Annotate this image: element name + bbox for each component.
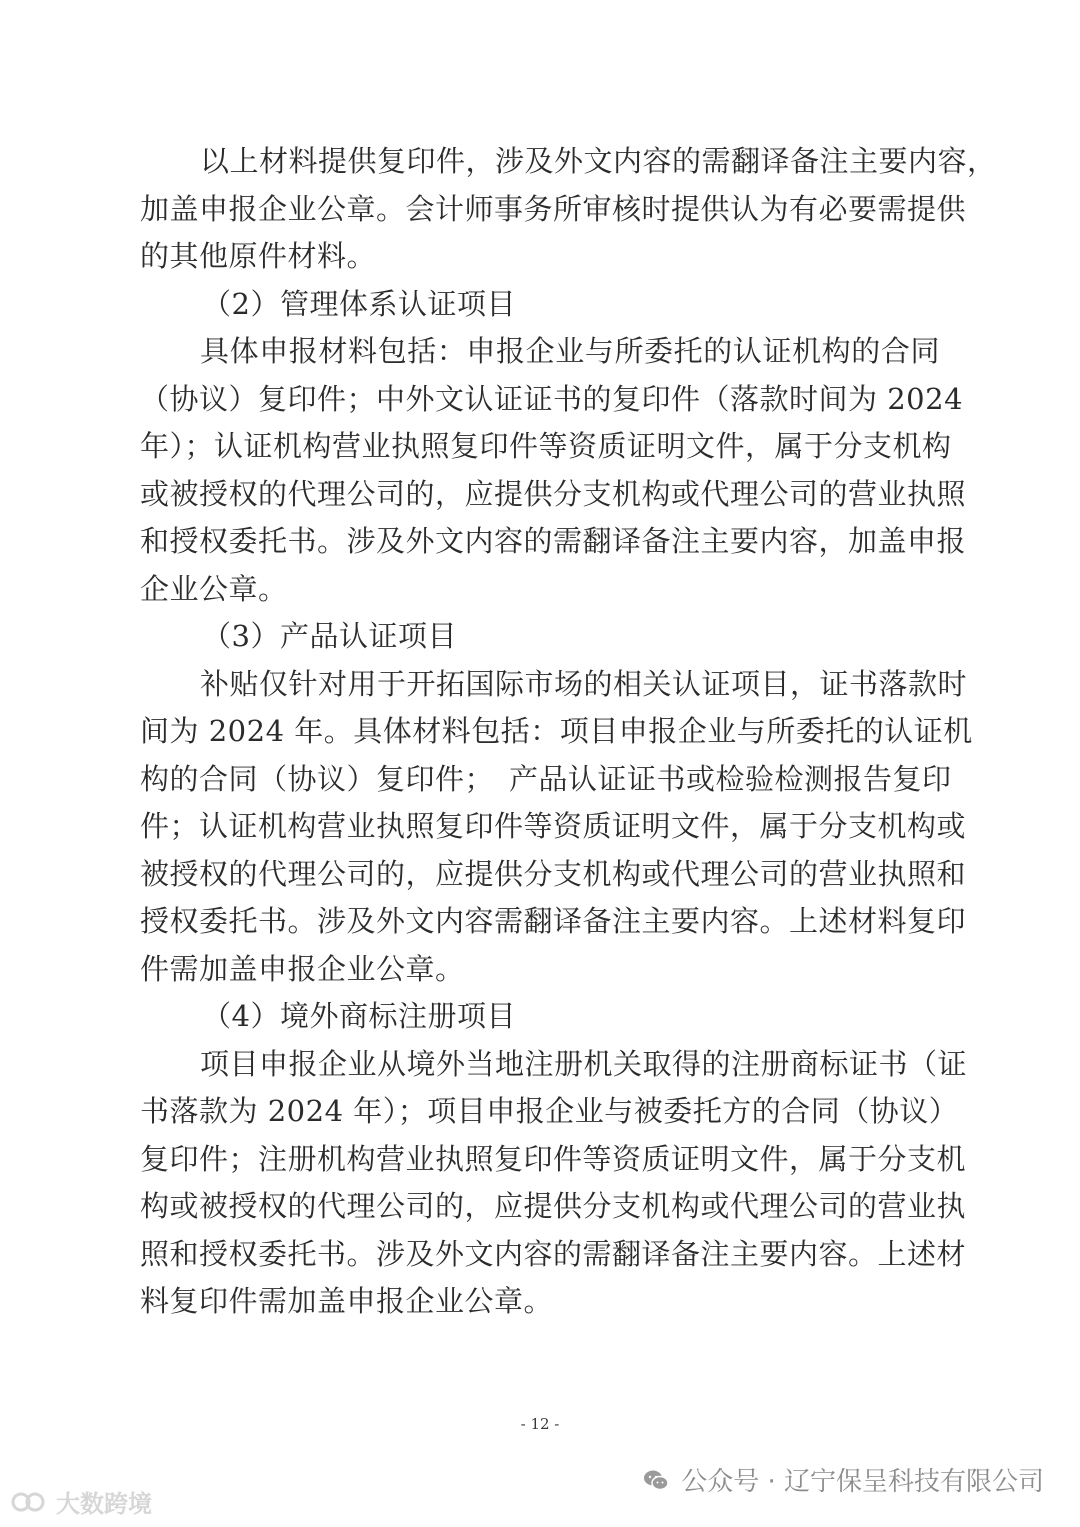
watermark [10,1484,152,1519]
section-heading: （2）管理体系认证项目 [202,286,516,321]
paragraph-line: 书落款为 2024 年）；项目申报企业与被委托方的合同（协议） [140,1094,959,1128]
paragraph-line: 和授权委托书。涉及外文内容的需翻译备注主要内容，加盖申报 [140,524,967,558]
wechat-account-text: 公众号 · 辽宁保呈科技有限公司 [681,1467,1044,1497]
paragraph-line: 构的合同（协议）复印件； 产品认证证书或检验检测报告复印 [140,761,952,796]
paragraph-line: 项目申报企业从境外当地注册机关取得的注册商标证书（证 [200,1046,968,1081]
paragraph-line: 具体申报材料包括：申报企业与所委托的认证机构的合同 [200,334,940,368]
paragraph-line: 的其他原件材料。 [140,239,377,273]
paragraph-line: 件；认证机构营业执照复印件等资质证明文件，属于分支机构或 [140,809,967,843]
watermark-text: 大数跨境 [56,1490,152,1518]
section-heading: （3）产品认证项目 [202,619,457,653]
paragraph-line: 或被授权的代理公司的，应提供分支机构或代理公司的营业执照 [140,476,967,511]
paragraph-line: 授权委托书。涉及外文内容需翻译备注主要内容。上述材料复印 [140,904,967,938]
watermark-logo-icon [10,1488,48,1516]
paragraph-line: （协议）复印件；中外文认证证书的复印件（落款时间为 2024 [140,381,964,416]
paragraph-line: 构或被授权的代理公司的，应提供分支机构或代理公司的营业执 [140,1189,967,1223]
paragraph-line: 以上材料提供复印件，涉及外文内容的需翻译备注主要内容， [200,144,997,178]
paragraph-line: 间为 2024 年。具体材料包括：项目申报企业与所委托的认证机 [140,714,973,748]
document-body [140,138,997,1326]
paragraph-line: 企业公章。 [140,571,288,606]
paragraph-line: 件需加盖申报企业公章。 [140,951,465,986]
paragraph-line: 复印件；注册机构营业执照复印件等资质证明文件，属于分支机 [140,1141,967,1176]
paragraph-line: 加盖申报企业公章。会计师事务所审核时提供认为有必要需提供 [140,191,967,226]
paragraph-line: 料复印件需加盖申报企业公章。 [140,1284,554,1318]
wechat-account-label [643,1461,1044,1498]
section-heading: （4）境外商标注册项目 [202,999,516,1033]
wechat-icon [643,1469,669,1491]
paragraph-line: 年）；认证机构营业执照复印件等资质证明文件，属于分支机构 [140,429,952,463]
page-number: - 12 - [520,1415,560,1433]
paragraph-line: 补贴仅针对用于开拓国际市场的相关认证项目，证书落款时 [200,666,968,701]
paragraph-line: 照和授权委托书。涉及外文内容的需翻译备注主要内容。上述材 [140,1236,967,1271]
paragraph-line: 被授权的代理公司的，应提供分支机构或代理公司的营业执照和 [140,856,967,891]
